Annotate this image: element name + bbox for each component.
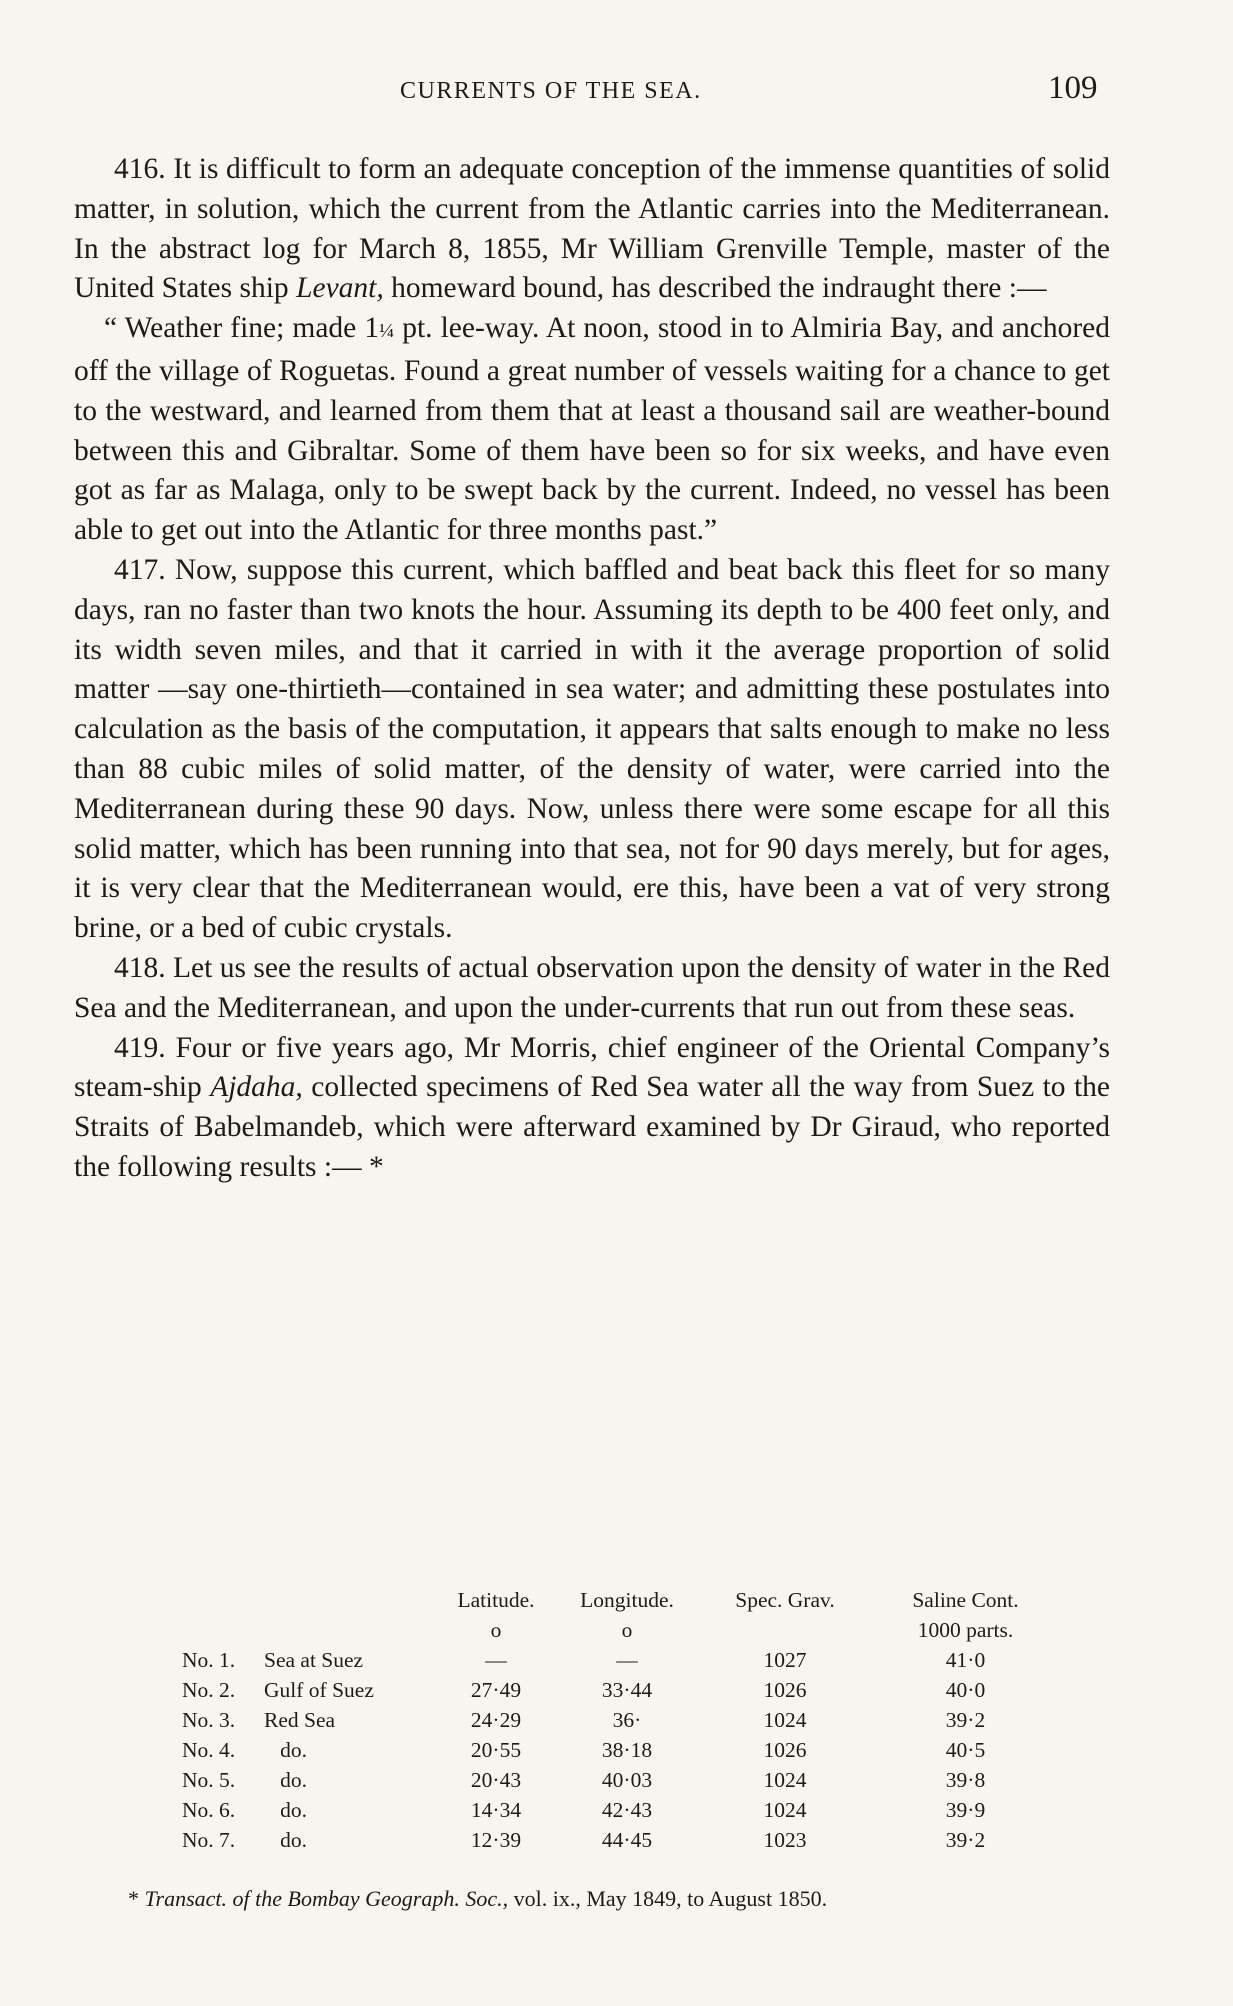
fraction: ¼ [379,320,395,343]
row-number: No. 4. [182,1737,236,1762]
row-longitude: 36· [612,1707,642,1732]
row-place: Sea at Suez [264,1647,364,1672]
row-latitude: 24·29 [470,1707,522,1732]
row-number: No. 1. [182,1647,236,1672]
results-table-wrap [182,1585,1062,1855]
row-place: Red Sea [264,1707,336,1732]
table-row [182,1795,1062,1825]
row-spec-grav: 1026 [763,1737,807,1762]
row-longitude: 33·44 [601,1677,653,1702]
row-saline: 40·0 [945,1677,986,1702]
body-text [74,150,1110,1188]
row-latitude: 27·49 [470,1677,522,1702]
table-body [182,1645,1062,1855]
subheader-longitude: o [621,1617,633,1642]
row-longitude: 40·03 [601,1767,653,1792]
row-longitude: 42·43 [601,1797,653,1822]
paragraph-number: 419. [114,1031,166,1064]
row-spec-grav: 1027 [763,1647,807,1672]
paragraph-number: 416. [114,153,166,185]
table-row [182,1645,1062,1675]
header-spec-grav: Spec. Grav. [735,1587,835,1612]
row-longitude: 44·45 [601,1827,653,1852]
row-spec-grav: 1026 [763,1677,807,1702]
page-number: 109 [1048,70,1098,106]
row-place: do. [264,1827,307,1852]
footnote-details: vol. ix., May 1849, to August 1850. [508,1886,828,1911]
row-longitude: 38·18 [601,1737,653,1762]
row-number: No. 6. [182,1797,236,1822]
paragraph-418: 418. Let us see the results of actual observation upon the density of water in the Red Sea and the Mediterranean, and upon the under-currents that run out from these seas. [74,951,1110,1024]
row-saline: 39·2 [945,1707,986,1732]
log-quote: “ Weather fine; made 1¼ pt. lee-way. At noon, stood in to Almiria Bay, and anchored off the village of Roguetas. Found a great number of vessels waiting for a chance to get to the westward, and learned from them that at least a thousand sail are weather-bound between this and Gibraltar. Some of them have been so for six weeks, and have even got as far as Malaga, only to be swept back by the current. Indeed, no vessel has been able to get out into the Atlantic for three months past.” [74,312,1110,547]
ship-name: Levant, [296,272,384,305]
row-number: No. 2. [182,1677,236,1702]
table-header-row [182,1585,1062,1615]
row-spec-grav: 1024 [763,1797,807,1822]
ship-name: Ajdaha, [210,1071,303,1104]
row-place: do. [264,1797,307,1822]
footnote [128,1886,827,1912]
footnote-citation: Transact. of the Bombay Geograph. Soc., [144,1886,509,1911]
paragraph-419: 419. Four or five years ago, Mr Morris, chief engineer of the Oriental Company’s steam-ship Ajdaha, collected specimens of Red Sea water all the way from Suez to the Straits of Babelmandeb, which were afterward examined by Dr Giraud, who reported the following results :— * [74,1031,1110,1183]
paragraph-number: 417. [114,553,166,586]
row-longitude: — [616,1647,638,1672]
row-number: No. 3. [182,1707,236,1732]
row-saline: 41·0 [945,1647,986,1672]
table-subheader-row [182,1615,1062,1645]
paragraph-number: 418. [114,951,166,984]
subheader-saline: 1000 parts. [917,1617,1014,1642]
table-row [182,1705,1062,1735]
paragraph-416: 416. It is difficult to form an adequate conception of the immense quantities of solid matter, in solution, which the current from the Atlantic carries into the Mediterranean. In the abstract log for March 8, 1855, Mr William Grenville Temple, master of the United States ship Levant, homeward bound, has described the indraught there :— [74,153,1110,305]
row-place: Gulf of Suez [264,1677,374,1702]
page-header [0,70,1233,110]
row-latitude: 20·43 [470,1767,522,1792]
header-saline: Saline Cont. [912,1587,1019,1612]
paragraph-417: 417. Now, suppose this current, which baffled and beat back this fleet for so many days, ran no faster than two knots the hour. Assuming its depth to be 400 feet only, and its width seven miles, and that it carried in with it the average proportion of solid matter —say one-thirtieth—contained in sea water; and admitting these postulates into calculation as the basis of the computation, it appears that salts enough to make no less than 88 cubic miles of solid matter, of the density of water, were carried into the Mediterranean during these 90 days. Now, unless there were some escape for all this solid matter, which has been running into that sea, not for 90 days merely, but for ages, it is very clear that the Mediterranean would, ere this, have been a vat of very strong brine, or a bed of cubic crystals. [74,553,1110,945]
row-latitude: 12·39 [470,1827,522,1852]
table-row [182,1825,1062,1855]
row-saline: 39·2 [945,1827,986,1852]
table-row [182,1765,1062,1795]
red-sea-results-table [182,1585,1062,1855]
table-row [182,1675,1062,1705]
header-latitude: Latitude. [457,1587,535,1612]
row-latitude: 20·55 [470,1737,522,1762]
footnote-marker: * [128,1886,139,1911]
row-number: No. 7. [182,1827,236,1852]
row-number: No. 5. [182,1767,236,1792]
row-spec-grav: 1024 [763,1707,807,1732]
row-spec-grav: 1024 [763,1767,807,1792]
subheader-latitude: o [490,1617,502,1642]
row-spec-grav: 1023 [763,1827,807,1852]
row-place: do. [264,1737,307,1762]
row-saline: 39·8 [945,1767,986,1792]
row-latitude: — [485,1647,507,1672]
row-place: do. [264,1767,307,1792]
row-saline: 39·9 [945,1797,986,1822]
row-saline: 40·5 [945,1737,986,1762]
row-latitude: 14·34 [470,1797,522,1822]
header-longitude: Longitude. [580,1587,674,1612]
running-head: CURRENTS OF THE SEA. [400,78,702,104]
table-row [182,1735,1062,1765]
